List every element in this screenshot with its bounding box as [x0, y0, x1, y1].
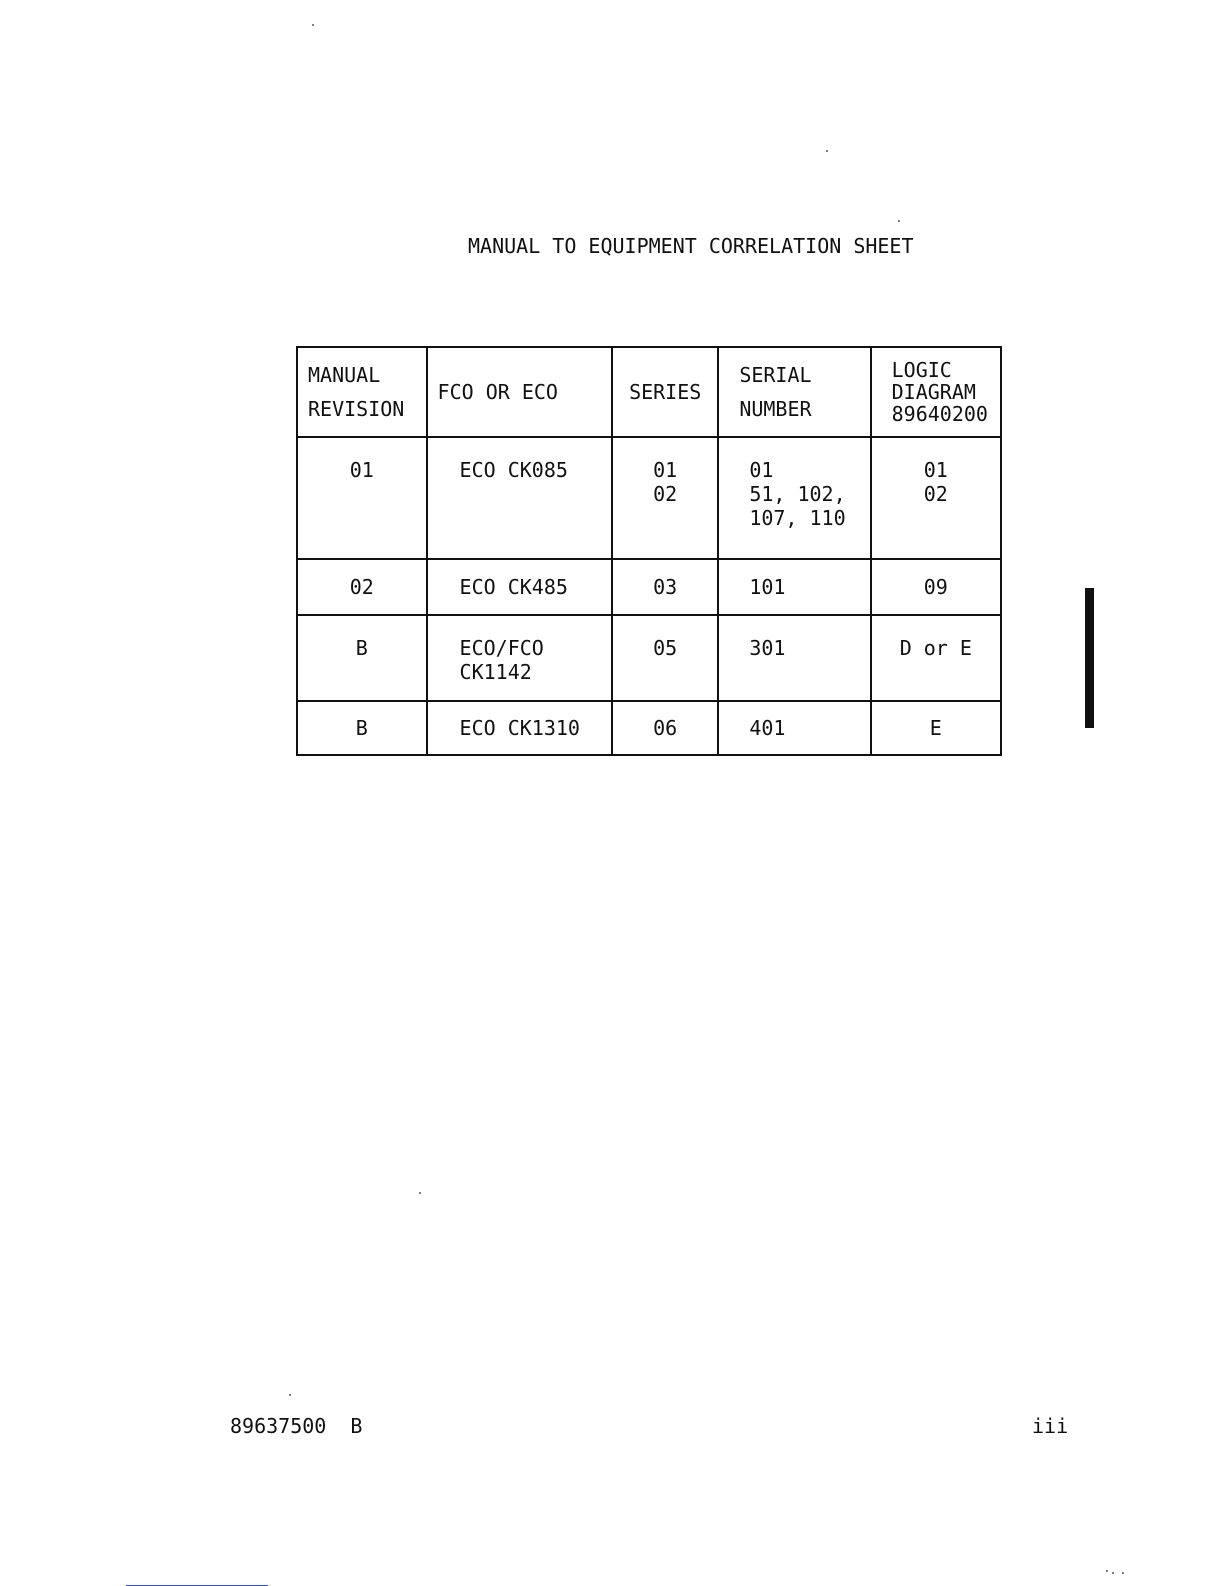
- cell-manual-revision: 02: [297, 559, 427, 615]
- cell-serial-number: 01 51, 102, 107, 110: [718, 437, 870, 559]
- document-number: 89637500 B: [230, 1414, 363, 1438]
- header-logic-diagram: LOGIC DIAGRAM 89640200: [871, 347, 1001, 437]
- correlation-table: [296, 346, 1002, 756]
- header-serial-number: SERIAL NUMBER: [718, 347, 870, 437]
- cell-logic-diagram: 09: [871, 559, 1001, 615]
- cell-logic-diagram: D or E: [871, 615, 1001, 701]
- cell-series: 01 02: [612, 437, 718, 559]
- cell-serial-number: 301: [718, 615, 870, 701]
- scan-speck: [1122, 1572, 1124, 1574]
- cell-series: 06: [612, 701, 718, 755]
- table-row: [297, 437, 1001, 559]
- scan-speck: [419, 1192, 421, 1194]
- cell-logic-diagram: 01 02: [871, 437, 1001, 559]
- page-number: iii: [1032, 1414, 1069, 1438]
- table-row: [297, 559, 1001, 615]
- scan-speck: [826, 150, 828, 152]
- cell-series: 05: [612, 615, 718, 701]
- cell-manual-revision: B: [297, 615, 427, 701]
- scan-speck: [312, 24, 314, 26]
- cell-series: 03: [612, 559, 718, 615]
- cell-logic-diagram: E: [871, 701, 1001, 755]
- cell-fco-or-eco: ECO CK085: [427, 437, 613, 559]
- change-bar: [1085, 588, 1094, 728]
- header-manual-revision: MANUAL REVISION: [297, 347, 427, 437]
- table-row: [297, 615, 1001, 701]
- cell-serial-number: 101: [718, 559, 870, 615]
- scan-speck: [289, 1394, 291, 1396]
- cell-serial-number: 401: [718, 701, 870, 755]
- cell-fco-or-eco: ECO/FCO CK1142: [427, 615, 613, 701]
- page-title: MANUAL TO EQUIPMENT CORRELATION SHEET: [468, 234, 914, 258]
- scan-speck: [898, 220, 900, 222]
- header-fco-or-eco: FCO OR ECO: [427, 347, 613, 437]
- cell-manual-revision: 01: [297, 437, 427, 559]
- scan-speck: [1106, 1570, 1108, 1572]
- cell-fco-or-eco: ECO CK1310: [427, 701, 613, 755]
- cell-fco-or-eco: ECO CK485: [427, 559, 613, 615]
- header-series: SERIES: [612, 347, 718, 437]
- table-row: [297, 701, 1001, 755]
- table-header-row: [297, 347, 1001, 437]
- scan-speck: [1112, 1572, 1114, 1574]
- cell-manual-revision: B: [297, 701, 427, 755]
